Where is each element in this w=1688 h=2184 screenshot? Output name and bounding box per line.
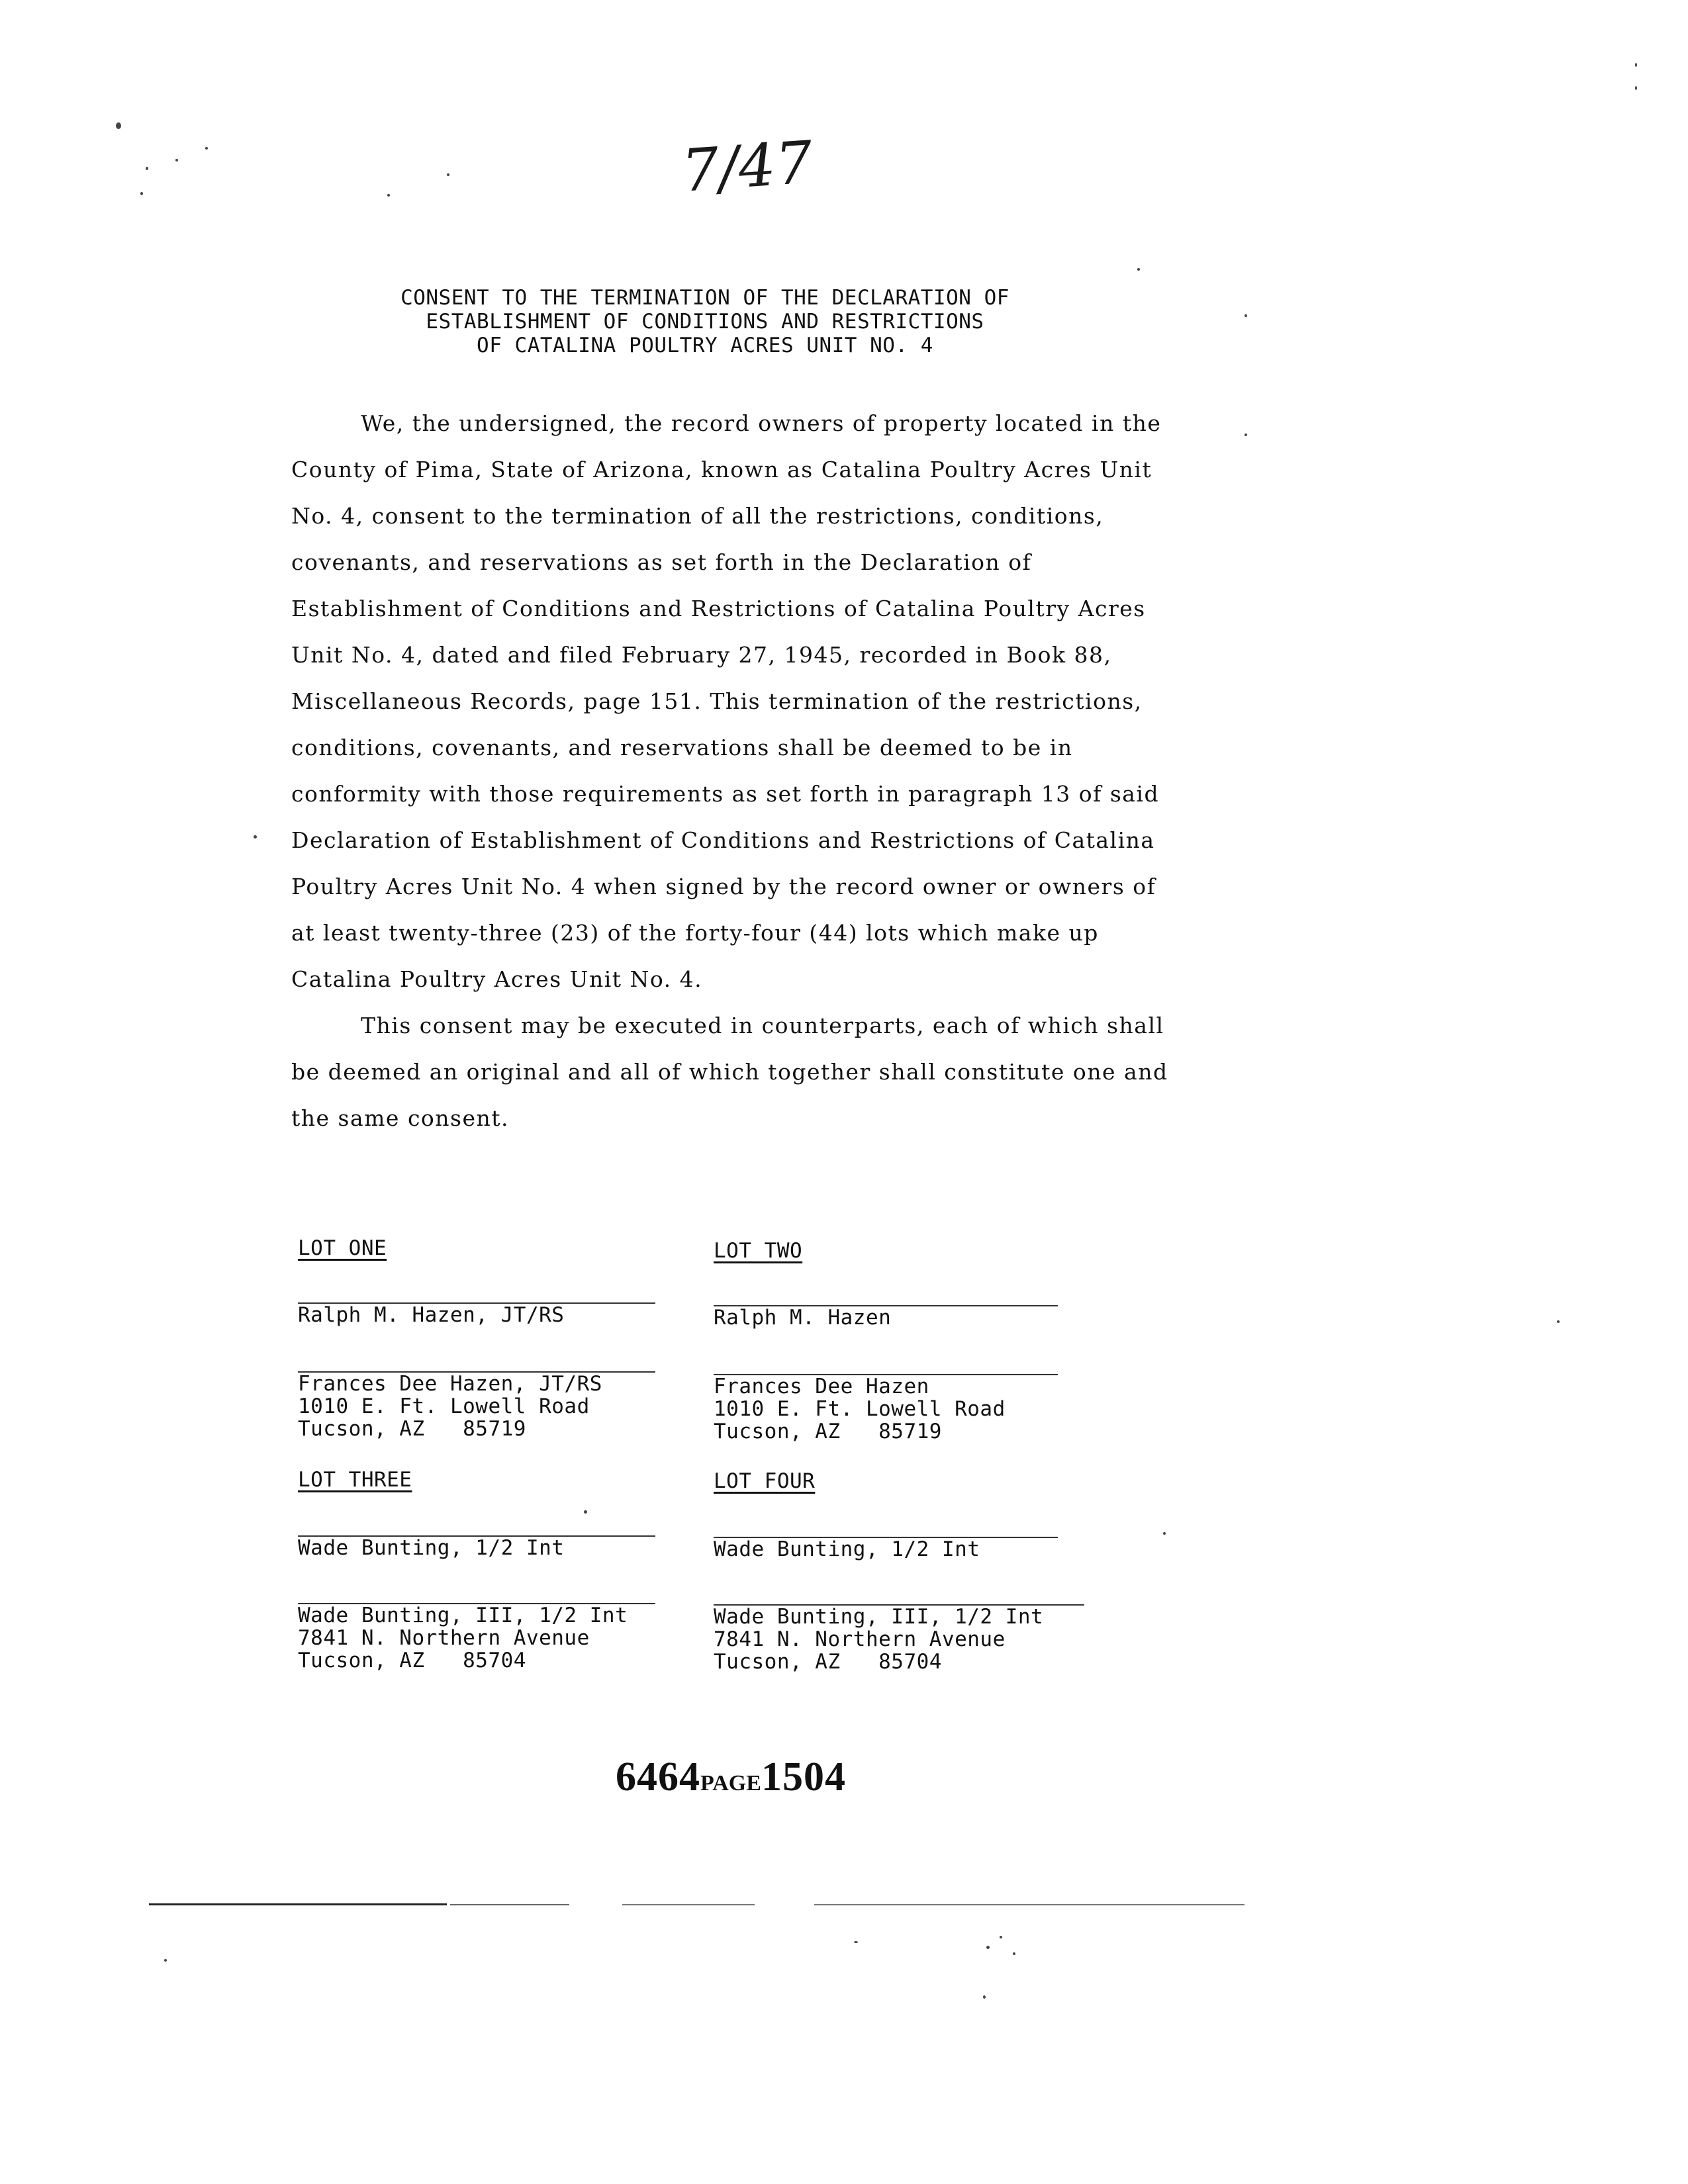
body-paragraph: This consent may be executed in counterparts, each of which shall be deemed an original and all of which together shall constitute one and the same consent. [291,1013,1168,1131]
address-line: Tucson, AZ 85719 [714,1420,942,1443]
page-label: PAGE [700,1771,761,1796]
body-paragraph: We, the undersigned, the record owners of property located in the County of Pima, State of Arizona, known as Catalina Poultry Acres Unit No. 4, consent to the termination of all the restrictions, conditions, covenants, and reservations as set forth in the Declaration of Establishment of Conditions and Restrictions of Catalina Poultry Acres Unit No. 4, dated and filed February 27, 1945, recorded in Book 88, Miscellaneous Records, page 151. This termination of the restrictions, conditions, covenants, and reservations shall be deemed to be in conformity with those requirements as set forth in paragraph 13 of said Declaration of Establishment of Conditions and Restrictions of Catalina Poultry Acres Unit No. 4 when signed by the record owner or owners of at least twenty-three (23) of the forty-four (44) lots which make up Catalina Poultry Acres Unit No. 4. [291,410,1162,992]
scan-speck [175,159,178,161]
scan-speck [983,1995,986,1999]
scan-speck [1013,1952,1015,1955]
lot-heading: LOT TWO [714,1239,803,1263]
document-title [0,286,1410,357]
scan-speck [1163,1532,1166,1535]
address-line: 1010 E. Ft. Lowell Road [298,1394,590,1418]
scan-speck [854,1941,858,1943]
address-line: Tucson, AZ 85704 [298,1649,526,1672]
address-line: Tucson, AZ 85704 [714,1650,942,1674]
signer-name: Ralph M. Hazen [714,1306,892,1330]
signature-block [298,1371,655,1440]
scan-rule [814,1904,1244,1905]
scan-speck [1557,1320,1560,1323]
address-line: 7841 N. Northern Avenue [714,1627,1006,1651]
signature-block [298,1302,655,1326]
scan-speck [116,122,121,129]
scan-speck [140,192,143,195]
lot-heading: LOT THREE [298,1468,412,1492]
scan-speck [1244,433,1247,436]
scan-rule [622,1904,755,1905]
signer-name: Wade Bunting, 1/2 Int [298,1536,565,1560]
title-line: OF CATALINA POULTRY ACRES UNIT NO. 4 [477,334,933,357]
scan-speck [1244,314,1247,317]
scan-speck [164,1959,167,1962]
signer-name: Frances Dee Hazen [714,1375,929,1398]
scan-speck [205,147,208,150]
scan-speck [146,167,148,170]
signature-block [298,1535,655,1559]
signer-name: Wade Bunting, III, 1/2 Int [714,1605,1044,1629]
title-line: ESTABLISHMENT OF CONDITIONS AND RESTRICTIONS [426,310,984,334]
scan-speck [1137,268,1140,271]
lot-heading: LOT FOUR [714,1469,816,1493]
lot-heading: LOT ONE [298,1236,387,1260]
handwritten-notation: 7/47 [679,128,815,205]
signer-name: Wade Bunting, III, 1/2 Int [298,1604,628,1627]
scan-speck [447,173,449,176]
scan-speck [254,835,257,839]
book-number: 6464 [616,1754,700,1799]
recording-stamp [616,1754,846,1801]
scan-rule [450,1904,569,1905]
scan-speck [387,194,390,197]
scan-rule [149,1903,447,1905]
scan-speck [1635,86,1637,90]
signature-block [714,1537,1058,1561]
address-line: 7841 N. Northern Avenue [298,1626,590,1650]
signer-name: Wade Bunting, 1/2 Int [714,1537,980,1561]
signer-name: Ralph M. Hazen, JT/RS [298,1303,565,1327]
document-body [291,400,1178,1142]
signature-block [714,1305,1058,1329]
scan-speck [1000,1936,1002,1938]
signer-name: Frances Dee Hazen, JT/RS [298,1372,602,1396]
signature-block [714,1604,1084,1673]
address-line: Tucson, AZ 85719 [298,1417,526,1441]
title-line: CONSENT TO THE TERMINATION OF THE DECLARATION OF [400,286,1009,310]
scan-speck [584,1510,587,1514]
signature-block [714,1374,1058,1443]
scan-speck [986,1946,990,1949]
address-line: 1010 E. Ft. Lowell Road [714,1397,1006,1421]
signature-block [298,1603,655,1672]
scan-speck [1635,63,1637,67]
page-number: 1504 [761,1754,846,1799]
